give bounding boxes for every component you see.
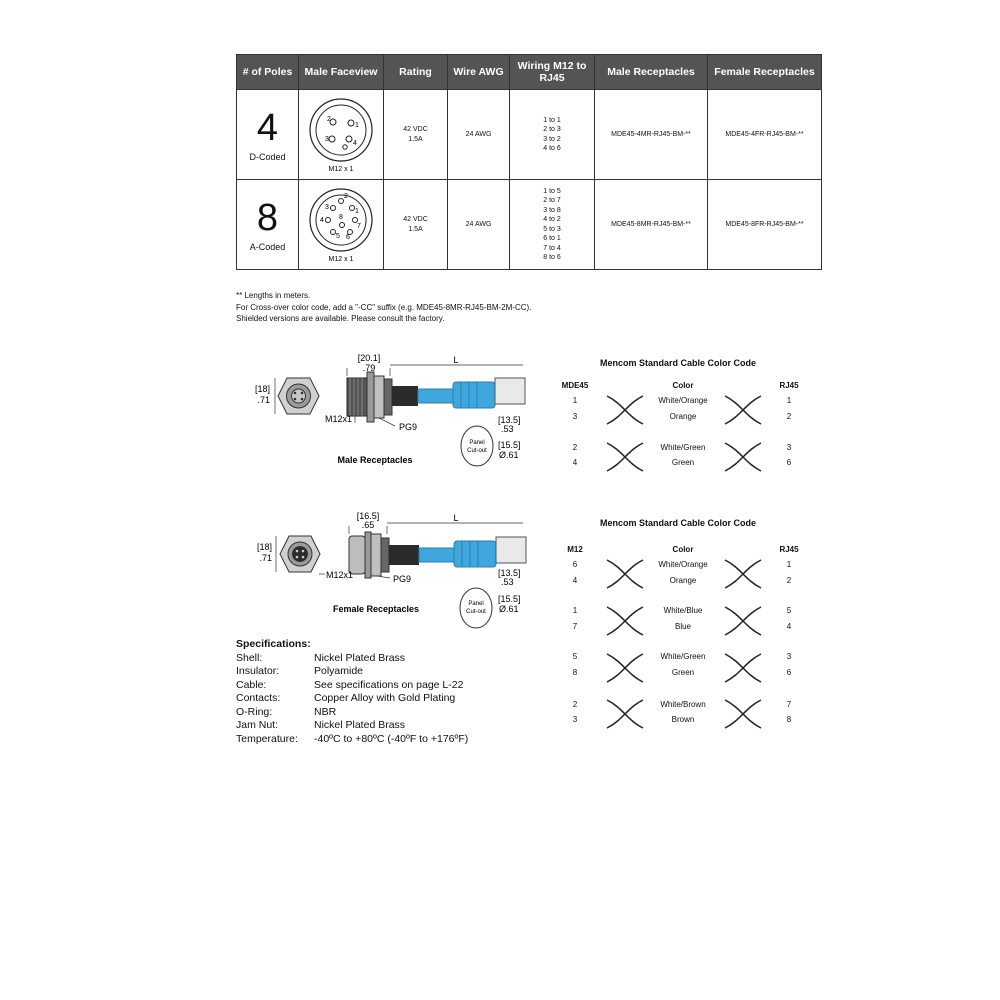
cell-wiring (510, 180, 595, 270)
wiring-line: 4 to 2 (543, 216, 561, 223)
cell-poles (237, 180, 299, 270)
header-wiring: Wiring M12 to RJ45 (510, 55, 595, 90)
col-right-header: RJ45 (779, 381, 799, 390)
pin-left: 7 (572, 622, 578, 631)
pin-left: 2 (572, 700, 578, 709)
coding-label: D-Coded (249, 151, 286, 162)
col-left-header: M12 (567, 545, 583, 554)
wire-color: Blue (674, 622, 691, 631)
header-male: Male Receptacles (595, 55, 708, 90)
female-receptacle-drawing (255, 508, 565, 633)
pin-left: 3 (572, 412, 578, 421)
pin-left: 2 (572, 443, 578, 452)
rating-current: 1.5A (408, 225, 423, 233)
panel-label: Panel (469, 440, 485, 446)
dim-side: [18] (256, 542, 272, 552)
pin-left: 3 (572, 715, 578, 724)
color-code-title: Mencom Standard Cable Color Code (600, 358, 757, 368)
spec-row (236, 692, 468, 706)
product-table (236, 54, 822, 270)
pin-label: 4 (353, 139, 357, 147)
pin-label: 1 (355, 207, 359, 215)
wire-color: Orange (669, 576, 697, 585)
cell-faceview (299, 90, 384, 180)
wiring-line: 3 to 8 (543, 206, 561, 214)
rating-voltage: 42 VDC (403, 216, 428, 223)
crossover-icon (723, 441, 763, 473)
crossover-icon (605, 441, 645, 473)
table-row (237, 90, 822, 180)
wiring-line: 2 to 3 (543, 126, 561, 133)
thread-label: M12x1 (325, 414, 353, 424)
gland-label: PG9 (399, 422, 418, 432)
pin-label: 4 (320, 216, 324, 224)
color-code-group (555, 605, 815, 637)
spec-value: Nickel Plated Brass (314, 719, 406, 731)
table-row (237, 180, 822, 270)
rating-current: 1.5A (408, 135, 423, 143)
pin-left: 4 (572, 576, 578, 585)
wire-color: Brown (671, 715, 695, 724)
spec-value: Copper Alloy with Gold Plating (314, 692, 456, 704)
wire-color: White/Blue (663, 606, 703, 615)
header-poles: # of Poles (237, 55, 299, 90)
female-caption: Female Receptacles (332, 604, 420, 614)
male-receptacle-drawing (255, 348, 565, 473)
spec-row (236, 706, 468, 720)
panel-label: Cut-out (467, 448, 487, 454)
col-right-header: RJ45 (779, 545, 799, 554)
pin-right: 2 (786, 412, 792, 421)
poles-count: 8 (256, 196, 279, 239)
dim-top: [20.1] (357, 353, 381, 363)
length-label: L (453, 355, 459, 365)
panel-dim-a-inch: .53 (501, 577, 514, 587)
wire-color: White/Orange (658, 560, 708, 569)
panel-dim-b: [15.5] (498, 440, 521, 450)
header-rating: Rating (384, 55, 448, 90)
note-line: ** Lengths in meters. (236, 291, 311, 300)
panel-dim-a: [13.5] (498, 568, 521, 578)
spec-value: See specifications on page L-22 (314, 678, 464, 691)
pin-label: 3 (325, 203, 329, 211)
crossover-icon (605, 652, 645, 684)
spec-row (236, 665, 468, 679)
wire-color: White/Brown (660, 700, 706, 709)
pin-label: 2 (344, 192, 348, 200)
male-caption: Male Receptacles (337, 455, 413, 465)
wire-color: Green (671, 668, 695, 677)
wiring-line: 7 to 4 (543, 244, 561, 252)
faceview-4pin-icon (303, 94, 379, 174)
col-left-header: MDE45 (561, 381, 589, 390)
cell-rating (384, 90, 448, 180)
spec-label: O-Ring: (236, 705, 273, 718)
wiring-line: 1 to 1 (543, 116, 561, 124)
rating-voltage: 42 VDC (403, 126, 428, 133)
pin-left: 8 (572, 668, 578, 677)
crossover-icon (605, 394, 645, 426)
pin-left: 5 (572, 652, 578, 661)
crossover-icon (723, 698, 763, 730)
pin-label: 2 (327, 115, 331, 123)
crossover-icon (605, 605, 645, 637)
pin-right: 1 (786, 396, 792, 405)
wire-color: White/Green (660, 652, 706, 661)
length-label: L (453, 513, 459, 523)
spec-row (236, 679, 468, 693)
wire-color: Green (671, 458, 695, 467)
pin-right: 8 (786, 715, 792, 724)
faceview-label: M12 x 1 (328, 165, 354, 173)
color-code-group (555, 698, 815, 730)
cell-male-part: MDE45-4MR-RJ45-BM-** (595, 90, 708, 180)
gland-label: PG9 (393, 574, 412, 584)
panel-dim-a: [13.5] (498, 415, 521, 425)
crossover-icon (605, 558, 645, 590)
cell-awg: 24 AWG (448, 180, 510, 270)
color-code-title: Mencom Standard Cable Color Code (600, 518, 757, 528)
pin-right: 6 (786, 668, 792, 677)
cell-faceview (299, 180, 384, 270)
faceview-8pin-icon (303, 184, 379, 264)
pin-label: 6 (346, 233, 350, 241)
panel-dim-b-inch: Ø.61 (499, 604, 519, 614)
color-code-group (555, 441, 815, 473)
notes (236, 290, 531, 325)
cell-poles (237, 90, 299, 180)
color-code-group (555, 394, 815, 426)
coding-label: A-Coded (249, 241, 286, 252)
wiring-line: 1 to 5 (543, 187, 561, 195)
pin-label: 1 (355, 121, 359, 129)
wiring-line: 6 to 1 (543, 235, 561, 242)
pin-right: 3 (786, 443, 792, 452)
specifications-title: Specifications: (236, 638, 311, 650)
pin-left: 1 (572, 606, 578, 615)
pin-right: 1 (786, 560, 792, 569)
dim-side-inch: .71 (257, 395, 270, 405)
spec-label: Cable: (236, 678, 267, 691)
header-faceview: Male Faceview (299, 55, 384, 90)
header-female: Female Receptacles (708, 55, 822, 90)
color-code-group (555, 652, 815, 684)
panel-dim-b: [15.5] (498, 594, 521, 604)
dim-side-inch: .71 (259, 553, 272, 563)
note-line: Shielded versions are available. Please consult the factory. (236, 314, 445, 323)
dim-top-inch: .65 (361, 520, 375, 530)
crossover-icon (723, 652, 763, 684)
pin-label: 7 (357, 222, 361, 230)
wiring-line: 2 to 7 (543, 197, 561, 204)
panel-label: Panel (468, 601, 484, 607)
pin-label: 8 (339, 213, 343, 221)
poles-count: 4 (256, 106, 279, 149)
note-line: For Cross-over color code, add a "-CC" suffix (e.g. MDE45-8MR-RJ45-BM-2M-CC). (236, 302, 532, 312)
spec-label: Shell: (236, 651, 263, 664)
pin-right: 5 (786, 606, 792, 615)
dim-top-inch: .79 (362, 363, 376, 373)
header-awg: Wire AWG (448, 55, 510, 90)
spec-value: Nickel Plated Brass (314, 651, 406, 664)
crossover-icon (723, 394, 763, 426)
col-mid-header: Color (672, 545, 694, 554)
panel-dim-b-inch: Ø.61 (499, 450, 519, 460)
cell-male-part: MDE45-8MR-RJ45-BM-** (595, 180, 708, 270)
color-code-group (555, 558, 815, 590)
spec-value: Polyamide (314, 665, 364, 677)
cell-awg: 24 AWG (448, 90, 510, 180)
wiring-line: 8 to 6 (543, 254, 561, 261)
pin-left: 4 (572, 458, 578, 467)
crossover-icon (605, 698, 645, 730)
cell-rating (384, 180, 448, 270)
pin-right: 2 (786, 576, 792, 585)
wiring-line: 5 to 3 (543, 225, 561, 233)
cell-female-part: MDE45-8FR-RJ45-BM-** (708, 180, 822, 270)
crossover-icon (723, 558, 763, 590)
crossover-icon (723, 605, 763, 637)
dim-side: [18] (255, 384, 270, 394)
wire-color: Orange (669, 412, 697, 421)
spec-label: Insulator: (236, 665, 280, 677)
cell-wiring (510, 90, 595, 180)
spec-label: Contacts: (236, 692, 281, 704)
wire-color: White/Green (660, 443, 706, 452)
spec-row (236, 733, 468, 747)
wire-color: White/Orange (658, 396, 708, 405)
col-mid-header: Color (672, 381, 694, 390)
dim-top: [16.5] (356, 511, 380, 521)
specifications (236, 638, 468, 746)
thread-label: M12x1 (326, 570, 354, 580)
spec-row (236, 719, 468, 733)
spec-label: Jam Nut: (236, 719, 279, 731)
pin-right: 6 (786, 458, 792, 467)
table-header-row (237, 55, 822, 90)
spec-value: -40ºC to +80ºC (-40ºF to +176ºF) (314, 732, 469, 745)
pin-label: 3 (325, 135, 329, 143)
spec-value: NBR (314, 705, 337, 718)
panel-dim-a-inch: .53 (501, 424, 514, 434)
cell-female-part: MDE45-4FR-RJ45-BM-** (708, 90, 822, 180)
pin-left: 6 (572, 560, 578, 569)
pin-right: 7 (786, 700, 792, 709)
panel-label: Cut-out (466, 609, 486, 615)
spec-row (236, 652, 468, 666)
faceview-label: M12 x 1 (328, 255, 354, 263)
pin-right: 3 (786, 652, 792, 661)
spec-label: Temperature: (236, 732, 298, 745)
pin-left: 1 (572, 396, 578, 405)
pin-right: 4 (786, 622, 792, 631)
wiring-line: 4 to 6 (543, 145, 561, 152)
pin-label: 5 (336, 232, 340, 240)
wiring-line: 3 to 2 (543, 135, 561, 143)
